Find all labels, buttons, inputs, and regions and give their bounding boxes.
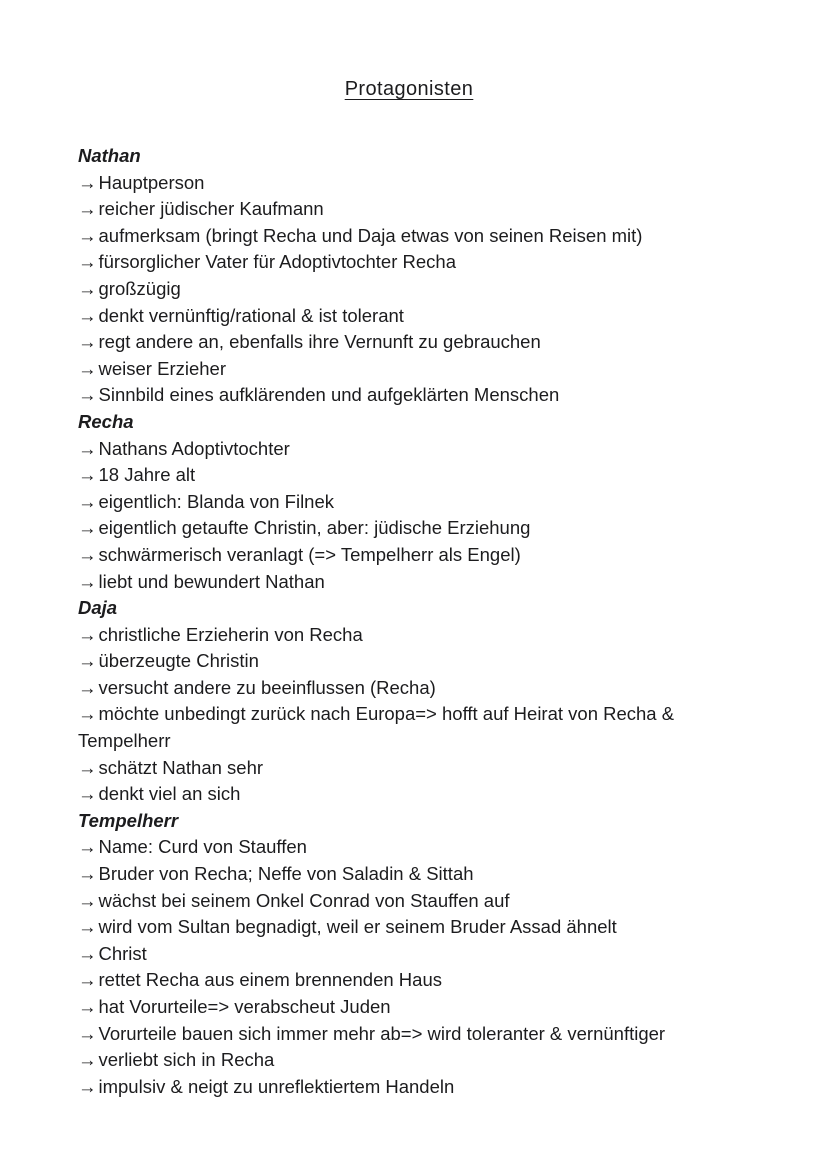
bullet-item <box>78 382 740 409</box>
section-heading: Nathan <box>78 145 141 166</box>
bullet-item <box>78 276 740 303</box>
arrow-icon: → <box>78 1049 97 1071</box>
bullet-text: wächst bei seinem Onkel Conrad von Stauffen auf <box>98 889 510 911</box>
arrow-icon: → <box>78 756 97 778</box>
bullet-item <box>78 356 740 383</box>
bullet-item <box>78 834 740 861</box>
arrow-icon: → <box>78 251 97 273</box>
bullet-item <box>78 888 740 915</box>
bullet-item <box>78 1047 740 1074</box>
bullet-item <box>78 914 740 941</box>
bullet-item <box>78 701 740 754</box>
arrow-icon: → <box>78 304 97 326</box>
bullet-item <box>78 1021 740 1048</box>
arrow-icon: → <box>78 650 97 672</box>
bullet-text: denkt vernünftig/rational & ist tolerant <box>98 304 404 326</box>
arrow-icon: → <box>78 490 97 512</box>
bullet-text: impulsiv & neigt zu unreflektiertem Handeln <box>98 1075 455 1097</box>
arrow-icon: → <box>78 384 97 406</box>
bullet-text: hat Vorurteile=> verabscheut Juden <box>98 996 391 1017</box>
section-heading: Tempelherr <box>78 809 179 831</box>
bullet-item <box>78 941 740 968</box>
arrow-icon: → <box>78 277 97 299</box>
bullet-item <box>78 781 740 808</box>
section-heading: Recha <box>78 410 134 432</box>
arrow-icon: → <box>78 942 97 964</box>
bullet-text: eigentlich: Blanda von Filnek <box>98 490 335 512</box>
bullet-text: Nathans Adoptivtochter <box>98 437 290 459</box>
bullet-text: schwärmerisch veranlagt (=> Tempelherr als Engel) <box>98 543 521 565</box>
bullet-text: denkt viel an sich <box>98 783 241 805</box>
bullet-text: großzügig <box>98 277 181 299</box>
bullet-text: fürsorglicher Vater für Adoptivtochter Recha <box>98 251 456 273</box>
bullet-text: liebt und bewundert Nathan <box>98 570 325 592</box>
bullet-text: überzeugte Christin <box>98 650 259 672</box>
arrow-icon: → <box>78 543 97 565</box>
bullet-item <box>78 861 740 888</box>
bullet-item <box>78 1074 740 1101</box>
arrow-icon: → <box>78 889 97 911</box>
bullet-text: möchte unbedingt zurück nach Europa=> hofft auf Heirat von Recha & Tempelherr <box>78 703 675 752</box>
arrow-icon: → <box>78 783 97 805</box>
bullet-text: eigentlich getaufte Christin, aber: jüdische Erziehung <box>98 517 531 539</box>
bullet-item <box>78 542 740 569</box>
bullet-text: Christ <box>98 942 147 964</box>
bullet-item <box>78 170 740 197</box>
arrow-icon: → <box>78 331 97 353</box>
bullet-text: Name: Curd von Stauffen <box>98 836 307 858</box>
arrow-icon: → <box>78 703 97 725</box>
bullet-item <box>78 569 740 596</box>
bullet-text: reicher jüdischer Kaufmann <box>98 198 324 220</box>
bullet-item <box>78 755 740 782</box>
arrow-icon: → <box>78 969 97 991</box>
arrow-icon: → <box>78 437 97 459</box>
bullet-text: Bruder von Recha; Neffe von Saladin & Sittah <box>98 863 474 885</box>
section-heading: Daja <box>78 597 118 619</box>
bullet-text: versucht andere zu beeinflussen (Recha) <box>98 676 436 698</box>
arrow-icon: → <box>78 198 97 220</box>
arrow-icon: → <box>78 1075 97 1097</box>
bullet-item <box>78 249 740 276</box>
bullet-item <box>78 967 740 994</box>
bullet-item <box>78 489 740 516</box>
bullet-text: 18 Jahre alt <box>98 464 196 486</box>
arrow-icon: → <box>78 676 97 698</box>
bullet-text: schätzt Nathan sehr <box>98 756 264 778</box>
bullet-item <box>78 462 740 489</box>
arrow-icon: → <box>78 171 97 193</box>
bullet-item <box>78 648 740 675</box>
bullet-text: rettet Recha aus einem brennenden Haus <box>98 969 442 991</box>
bullet-item <box>78 675 740 702</box>
arrow-icon: → <box>78 996 97 1017</box>
bullet-text: verliebt sich in Recha <box>98 1049 275 1071</box>
bullet-text: Vorurteile bauen sich immer mehr ab=> wird toleranter & vernünftiger <box>98 1022 666 1044</box>
bullet-item <box>78 329 740 356</box>
bullet-item <box>78 622 740 649</box>
bullet-text: regt andere an, ebenfalls ihre Vernunft zu gebrauchen <box>98 331 541 353</box>
bullet-text: Hauptperson <box>98 171 205 193</box>
arrow-icon: → <box>78 224 97 246</box>
arrow-icon: → <box>78 1022 97 1044</box>
arrow-icon: → <box>78 464 97 486</box>
bullet-text: christliche Erzieherin von Recha <box>98 623 363 645</box>
arrow-icon: → <box>78 623 97 645</box>
bullet-text: aufmerksam (bringt Recha und Daja etwas von seinen Reisen mit) <box>98 224 643 246</box>
arrow-icon: → <box>78 357 97 379</box>
bullet-item <box>78 223 740 250</box>
bullet-item <box>78 515 740 542</box>
arrow-icon: → <box>78 836 97 858</box>
arrow-icon: → <box>78 863 97 885</box>
bullet-item <box>78 436 740 463</box>
arrow-icon: → <box>78 517 97 539</box>
notes-body <box>78 143 740 1100</box>
bullet-item <box>78 196 740 223</box>
bullet-text: Sinnbild eines aufklärenden und aufgeklärten Menschen <box>98 384 560 406</box>
bullet-item <box>78 994 740 1021</box>
arrow-icon: → <box>78 570 97 592</box>
bullet-text: weiser Erzieher <box>98 357 226 379</box>
arrow-icon: → <box>78 916 97 938</box>
bullet-text: wird vom Sultan begnadigt, weil er seinem Bruder Assad ähnelt <box>98 916 617 938</box>
page-title: Protagonisten <box>344 78 474 100</box>
bullet-item <box>78 303 740 330</box>
